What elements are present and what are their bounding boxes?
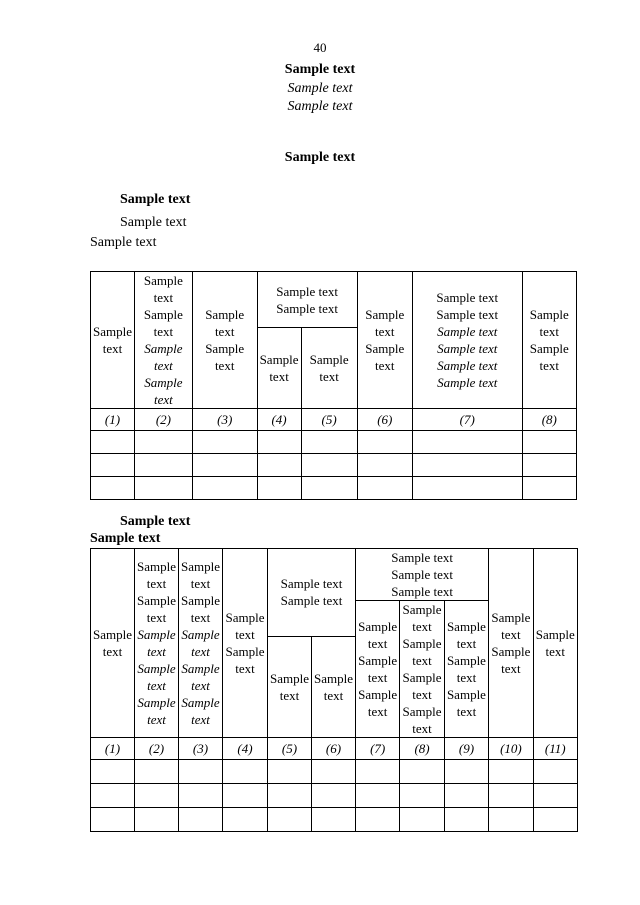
col-header-reason-line-1: Sample text — [491, 610, 531, 642]
col-header-route-name-line-4: Sample text — [144, 375, 183, 407]
col-header-width-limit-line-4: Sample text — [402, 704, 442, 736]
page-number: 40 — [313, 40, 327, 55]
col-header-load-status — [355, 601, 399, 738]
table-row — [91, 431, 577, 454]
col-header-load-status-line-2: Sample text — [358, 653, 398, 685]
table-row — [91, 784, 578, 808]
col-header-width-limit-line-2: Sample text — [402, 636, 442, 668]
col-header-width-limit-line-1: Sample text — [402, 602, 442, 634]
col-number: (4) — [223, 738, 268, 760]
col-header-reason — [489, 549, 533, 738]
col-header-route-info-line-2: Sample text — [436, 307, 499, 322]
col-header-note — [522, 272, 576, 409]
appendix-subtitle-line-2: Sample text — [287, 99, 353, 114]
col-header-route-info-line-3: Sample text — [437, 324, 498, 339]
restrictions-table — [90, 548, 578, 832]
col-number: (2) — [135, 409, 193, 431]
routes-table — [90, 271, 577, 500]
col-header-limit-info-line-1: Sample text — [391, 550, 453, 565]
col-header-height-limit-line-3: Sample text — [446, 687, 486, 719]
col-number: (8) — [522, 409, 576, 431]
col-header-mn: Sample text — [301, 328, 357, 409]
col-number: (7) — [355, 738, 399, 760]
col-header-route-name — [135, 549, 179, 738]
table-row — [91, 477, 577, 500]
col-header-route-name-line-1: Sample text — [137, 559, 176, 591]
col-number: (4) — [257, 409, 301, 431]
col-number: (9) — [444, 738, 489, 760]
col-header-province-line-1: Sample text — [225, 610, 265, 642]
col-header-limit-info — [355, 549, 488, 601]
col-header-length — [357, 272, 412, 409]
col-number: (7) — [412, 409, 522, 431]
col-header-technical-grade-line-1: Sample text — [276, 283, 338, 299]
section-1-heading: Sample text — [120, 192, 191, 207]
table-row — [91, 808, 578, 832]
table-row — [91, 454, 577, 477]
col-header-route-name-line-3: Sample text — [144, 341, 183, 373]
col-number: (11) — [533, 738, 577, 760]
appendix-subtitle-line-1: Sample text — [287, 81, 353, 96]
col-header-reason-line-2: Sample text — [491, 644, 531, 676]
col-header-route-name-line-2: Sample text — [137, 593, 176, 625]
col-header-road-grade — [267, 549, 355, 637]
col-header-length-line-2: Sample text — [365, 341, 405, 373]
section-2-heading-line-2: Sample text — [90, 531, 161, 546]
col-header-note: Sample text — [533, 549, 577, 738]
col-header-route-name — [135, 272, 193, 409]
col-header-province-line-2: Sample text — [205, 341, 245, 373]
col-header-chainage-line-4: Sample text — [181, 661, 220, 693]
col-header-route-name-line-2: Sample text — [143, 307, 183, 339]
col-header-province — [223, 549, 268, 738]
col-number: (8) — [400, 738, 444, 760]
table-row — [91, 760, 578, 784]
col-header-chainage-line-2: Sample text — [181, 593, 220, 625]
col-number: (6) — [311, 738, 355, 760]
col-number: (1) — [91, 409, 135, 431]
col-number: (6) — [357, 409, 412, 431]
col-header-width-limit — [400, 601, 444, 738]
col-header-width-limit-line-3: Sample text — [402, 670, 442, 702]
section-1-note-line-2: Sample text — [90, 235, 157, 250]
col-header-height-limit — [444, 601, 489, 738]
col-header-mn: Sample text — [311, 636, 355, 737]
col-header-route-info-line-5: Sample text — [437, 358, 498, 373]
col-number: (5) — [267, 738, 311, 760]
col-header-chainage — [179, 549, 223, 738]
col-header-db: Sample text — [257, 328, 301, 409]
col-header-limit-info-line-2: Sample text — [391, 567, 453, 582]
col-number: (10) — [489, 738, 533, 760]
section-1-note-line-1: Sample text — [120, 215, 187, 230]
col-header-height-limit-line-1: Sample text — [446, 619, 486, 651]
col-header-load-status-line-1: Sample text — [358, 619, 398, 651]
appendix-title: Sample text — [284, 62, 356, 77]
col-header-route-name-line-1: Sample text — [143, 273, 183, 305]
col-header-note-line-1: Sample text — [529, 307, 569, 339]
col-header-province-line-2: Sample text — [225, 644, 265, 676]
col-header-db: Sample text — [267, 636, 311, 737]
col-number: (3) — [192, 409, 257, 431]
col-number: (2) — [135, 738, 179, 760]
col-header-note-line-2: Sample text — [529, 341, 569, 373]
col-header-province — [192, 272, 257, 409]
col-header-route-info — [412, 272, 522, 409]
col-number: (5) — [301, 409, 357, 431]
col-header-road-grade-line-1: Sample text — [280, 576, 343, 592]
col-header-route-name-line-3: Sample text — [137, 627, 176, 659]
col-header-tt: Sample text — [91, 549, 135, 738]
col-header-route-name-line-5: Sample text — [137, 695, 176, 727]
col-header-chainage-line-1: Sample text — [181, 559, 220, 591]
col-number: (1) — [91, 738, 135, 760]
col-header-route-info-line-6: Sample text — [437, 375, 498, 390]
col-header-road-grade-line-2: Sample text — [280, 593, 343, 609]
main-title: Sample text — [284, 150, 356, 165]
col-header-route-info-line-1: Sample text — [436, 290, 499, 305]
col-header-limit-info-line-3: Sample text — [391, 584, 453, 599]
col-header-length-line-1: Sample text — [365, 307, 405, 339]
col-header-chainage-line-5: Sample text — [181, 695, 220, 727]
col-header-chainage-line-3: Sample text — [181, 627, 220, 659]
col-number: (3) — [179, 738, 223, 760]
col-header-province-line-1: Sample text — [205, 307, 245, 339]
section-2-heading-line-1: Sample text — [120, 514, 191, 529]
col-header-technical-grade-line-2: Sample text — [276, 300, 338, 316]
col-header-height-limit-line-2: Sample text — [446, 653, 486, 685]
col-header-route-name-line-4: Sample text — [137, 661, 176, 693]
col-header-load-status-line-3: Sample text — [358, 687, 398, 719]
col-header-route-info-line-4: Sample text — [437, 341, 498, 356]
col-header-technical-grade — [257, 272, 357, 328]
col-header-tt: Sample text — [91, 272, 135, 409]
